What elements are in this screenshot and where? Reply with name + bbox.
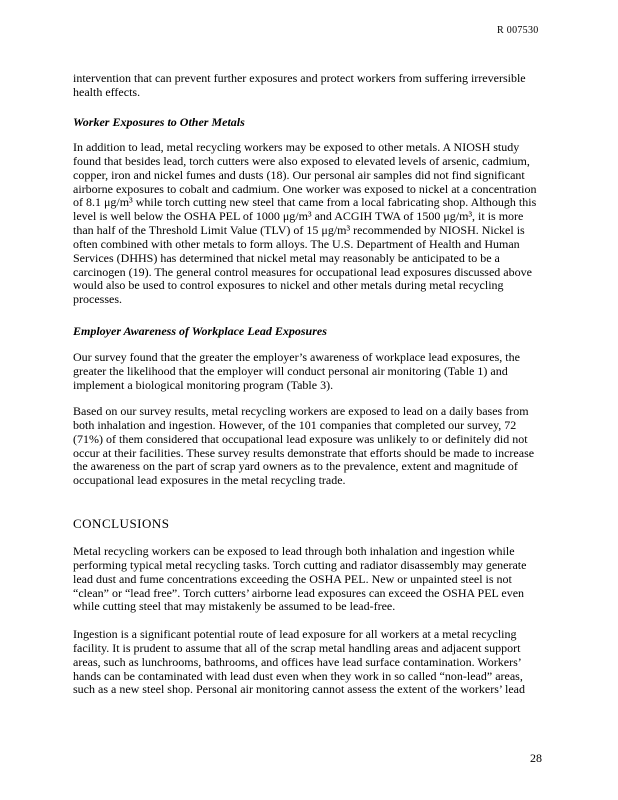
text-line: (71%) of them considered that occupational lead exposure was unlikely to or definitely did not <box>73 431 528 446</box>
text-line: performing typical metal recycling tasks. Torch cutting and radiator disassembly may generate <box>73 557 527 572</box>
text-line: would also be used to control exposures to nickel and other metals during metal recycling <box>73 278 504 293</box>
text-line: facility. It is prudent to assume that all of the scrap metal handling areas and adjacent support <box>73 640 521 655</box>
text-line: hands can be contaminated with lead dust even when they work in so called “non-lead” areas, <box>73 668 523 683</box>
text-line: occur at their facilities. These survey results demonstrate that efforts should be made to increase <box>73 445 535 460</box>
paragraph-intro <box>73 72 563 100</box>
text-line: processes. <box>73 292 122 307</box>
section-heading-other-metals: Worker Exposures to Other Metals <box>73 115 245 129</box>
text-line: Metal recycling workers can be exposed to lead through both inhalation and ingestion while <box>73 544 515 558</box>
text-line: copper, iron and nickel fumes and dusts (18). Our personal air samples did not find significant <box>73 167 525 182</box>
text-line: Ingestion is a significant potential route of lead exposure for all workers at a metal recycling <box>73 627 517 641</box>
text-line: intervention that can prevent further exposures and protect workers from suffering irreversible <box>73 71 526 85</box>
text-line: carcinogen (19). The general control measures for occupational lead exposures discussed above <box>73 264 532 279</box>
text-line: both inhalation and ingestion. However, of the 101 companies that completed our survey, 72 <box>73 417 517 432</box>
text-line: Based on our survey results, metal recycling workers are exposed to lead on a daily bases from <box>73 404 529 418</box>
paragraph-conclusions-2 <box>73 628 563 697</box>
text-line: occupational lead exposures in the metal recycling trade. <box>73 473 346 488</box>
text-line: found that besides lead, torch cutters were also exposed to elevated levels of arsenic, cadmium, <box>73 153 530 168</box>
text-line: lead dust and fume concentrations exceeding the OSHA PEL. New or unpainted steel is not <box>73 571 512 586</box>
text-line: while cutting steel that may mistakenly be assumed to be lead-free. <box>73 599 396 614</box>
text-line: than half of the Threshold Limit Value (TLV) of 15 μg/m³ recommended by NIOSH. Nickel is <box>73 223 525 238</box>
section-heading-employer-awareness: Employer Awareness of Workplace Lead Exposures <box>73 324 327 338</box>
text-line: areas, such as lunchrooms, bathrooms, and offices have lead surface contamination. Workers’ <box>73 654 522 669</box>
text-line: greater the likelihood that the employer will conduct personal air monitoring (Table 1) and <box>73 363 508 378</box>
page-number: 28 <box>530 751 542 765</box>
paragraph-conclusions-1 <box>73 545 563 614</box>
text-line: “clean” or “lead free”. Torch cutters’ airborne lead exposures can exceed the OSHA PEL even <box>73 585 525 600</box>
text-line: In addition to lead, metal recycling workers may be exposed to other metals. A NIOSH study <box>73 140 520 154</box>
text-line: airborne exposures to cobalt and cadmium. One worker was exposed to nickel at a concentration <box>73 181 537 196</box>
document-reference-number: R 007530 <box>497 25 539 36</box>
text-line: Our survey found that the greater the employer’s awareness of workplace lead exposures, the <box>73 350 520 364</box>
text-line: the awareness on the part of scrap yard owners as to the prevalence, extent and magnitude of <box>73 459 518 474</box>
text-line: level is well below the OSHA PEL of 1000 μg/m³ and ACGIH TWA of 1500 μg/m³, it is more <box>73 209 524 224</box>
paragraph-other-metals <box>73 141 563 307</box>
text-line: Services (DHHS) has determined that nickel metal may reasonably be anticipated to be a <box>73 250 500 265</box>
text-line: such as a new steel shop. Personal air monitoring cannot assess the extent of the workers’ lead <box>73 682 525 697</box>
text-line: implement a biological monitoring program (Table 3). <box>73 377 334 392</box>
text-line: of 8.1 μg/m³ while torch cutting new steel that came from a local fabricating shop. Although this <box>73 195 537 210</box>
text-line: often combined with other metals to form alloys. The U.S. Department of Health and Human <box>73 236 520 251</box>
paragraph-survey <box>73 351 563 393</box>
paragraph-survey-results <box>73 405 563 488</box>
text-line: health effects. <box>73 84 141 99</box>
section-heading-conclusions: CONCLUSIONS <box>73 516 170 531</box>
